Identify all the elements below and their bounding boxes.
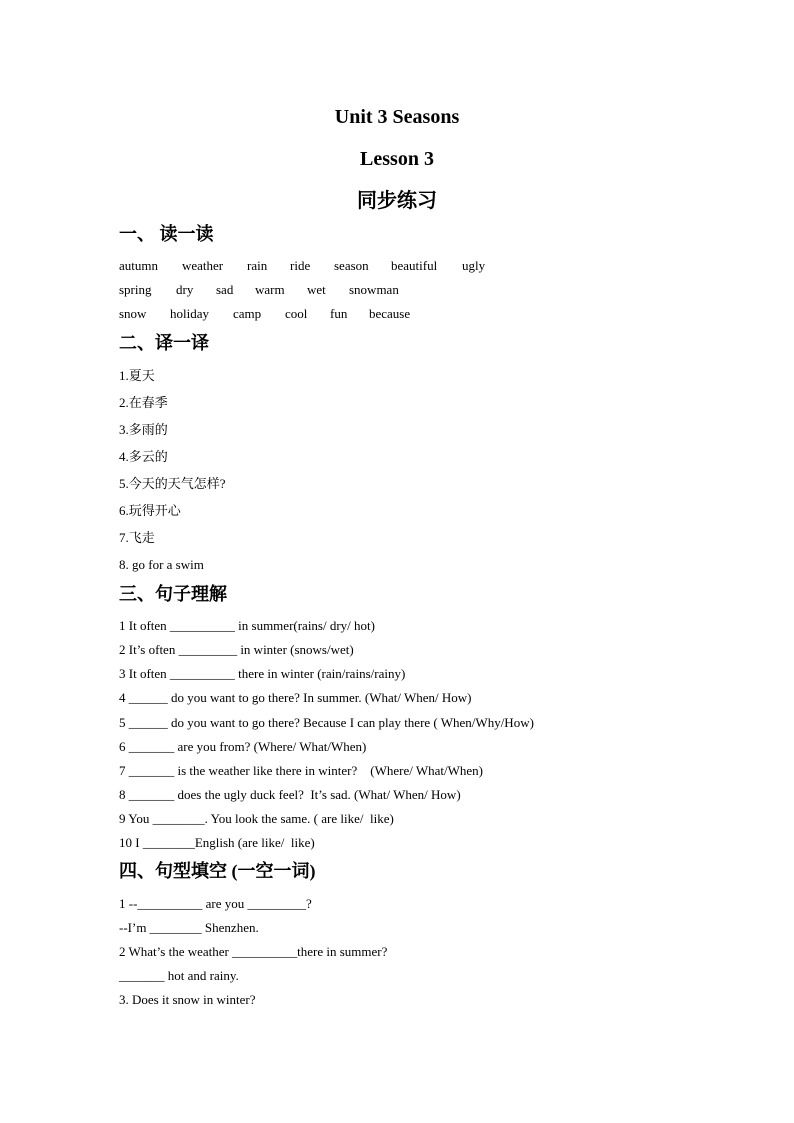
word-item: dry [176,282,194,297]
section-4-heading: 四、句型填空 (一空一词) [119,861,316,881]
sentence-item: 9 You ________. You look the same. ( are like/ like) [119,811,394,826]
word-item: spring [119,282,152,297]
exercise-title: 同步练习 [357,190,437,212]
translate-item: 3.多雨的 [119,422,168,437]
fill-item: 1 --__________ are you _________? [119,896,312,911]
fill-item: 3. Does it snow in winter? [119,992,256,1007]
sentence-item: 4 ______ do you want to go there? In summer. (What/ When/ How) [119,690,472,705]
word-item: camp [233,306,262,321]
translate-item: 7.飞走 [119,530,155,545]
word-item: beautiful [391,258,438,273]
word-item: autumn [119,258,158,273]
lesson-title: Lesson 3 [360,148,434,170]
translate-item: 1.夏天 [119,368,155,383]
word-item: snow [119,306,147,321]
translate-item: 2.在春季 [119,395,168,410]
sentence-item: 5 ______ do you want to go there? Because I can play there ( When/Why/How) [119,715,534,730]
fill-item: 2 What’s the weather __________there in summer? [119,944,388,959]
sentence-item: 7 _______ is the weather like there in winter? (Where/ What/When) [119,763,483,778]
sentence-item: 6 _______ are you from? (Where/ What/When) [119,739,367,754]
section-2-heading: 二、译一译 [119,333,209,353]
word-item: ugly [462,258,486,273]
translate-item: 6.玩得开心 [119,503,181,518]
word-item: wet [307,282,326,297]
fill-item: --I’m ________ Shenzhen. [119,920,259,935]
word-item: season [334,258,369,273]
section-1-heading: 一、 读一读 [119,224,214,244]
section-3-heading: 三、句子理解 [119,584,227,604]
word-item: warm [255,282,285,297]
fill-item: _______ hot and rainy. [119,968,239,983]
word-item: because [369,306,411,321]
word-item: rain [247,258,268,273]
word-item: ride [290,258,311,273]
translate-item: 5.今天的天气怎样? [119,476,226,491]
unit-title: Unit 3 Seasons [334,106,460,128]
sentence-item: 10 I ________English (are like/ like) [119,835,315,850]
word-item: snowman [349,282,399,297]
word-item: cool [285,306,308,321]
word-item: sad [216,282,234,297]
word-item: fun [330,306,348,321]
sentence-item: 1 It often __________ in summer(rains/ dry/ hot) [119,618,375,633]
sentence-item: 8 _______ does the ugly duck feel? It’s sad. (What/ When/ How) [119,787,461,802]
translate-item: 8. go for a swim [119,557,204,572]
word-item: holiday [170,306,209,321]
translate-item: 4.多云的 [119,449,168,464]
sentence-item: 2 It’s often _________ in winter (snows/wet) [119,642,354,657]
sentence-item: 3 It often __________ there in winter (rain/rains/rainy) [119,666,406,681]
word-item: weather [182,258,224,273]
